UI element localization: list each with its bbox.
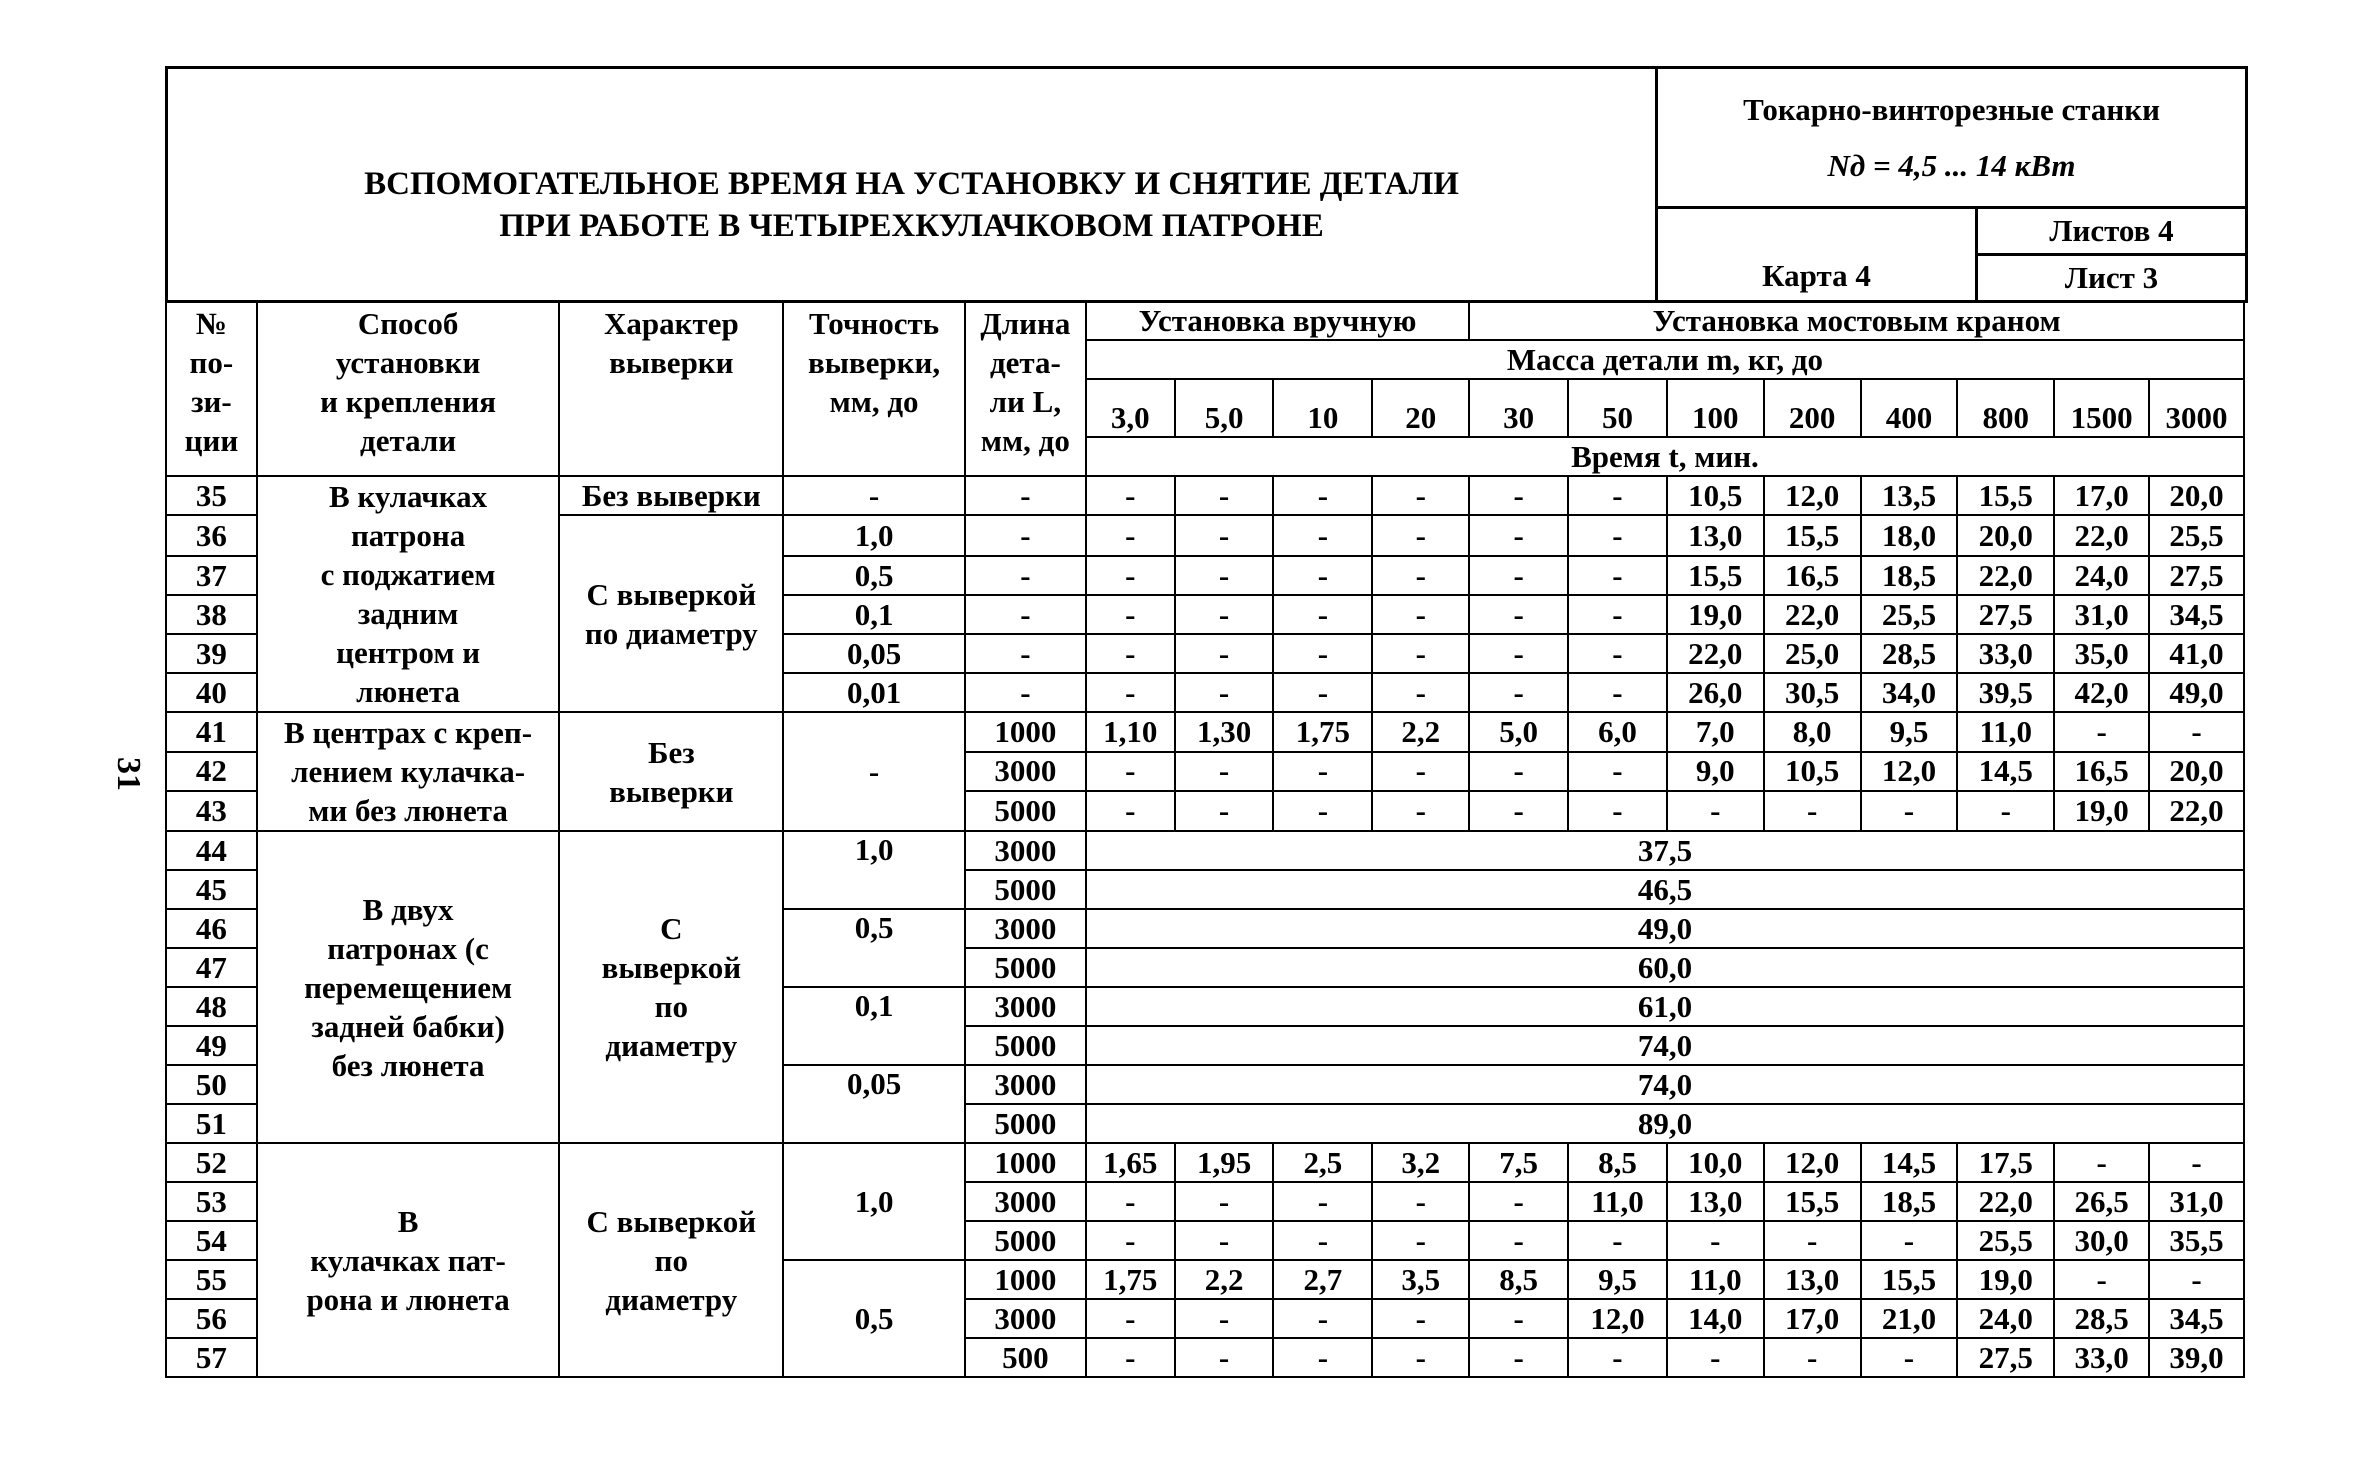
accuracy-cell: 0,1 (783, 595, 965, 634)
mass-header-cell: 50 (1568, 379, 1667, 437)
accuracy-cell: 0,5 (783, 909, 965, 987)
card-title (167, 68, 1657, 302)
time-cell: - (1764, 1338, 1861, 1377)
time-cell: - (1372, 673, 1469, 712)
length-cell: 1000 (965, 1260, 1086, 1299)
time-cell: 18,5 (1861, 556, 1958, 595)
length-cell: 3000 (965, 1299, 1086, 1338)
time-cell: 12,0 (1764, 1143, 1861, 1182)
col-mass: Масса детали m, кг, до (1086, 340, 2244, 379)
time-cell: - (1469, 1299, 1568, 1338)
time-cell: - (1086, 556, 1175, 595)
accuracy-cell: 0,5 (783, 1260, 965, 1377)
time-cell: 21,0 (1861, 1299, 1958, 1338)
time-cell: - (1372, 1338, 1469, 1377)
sheets-total: Листов 4 (1977, 208, 2247, 255)
time-cell: 33,0 (2054, 1338, 2149, 1377)
time-cell: 1,75 (1086, 1260, 1175, 1299)
time-cell: 3,2 (1372, 1143, 1469, 1182)
time-cell: 25,5 (1861, 595, 1958, 634)
time-cell: 18,5 (1861, 1182, 1958, 1221)
time-cell: - (1372, 515, 1469, 556)
table-row (166, 831, 2244, 870)
time-cell: - (2054, 1260, 2149, 1299)
time-cell: - (1086, 1338, 1175, 1377)
time-cell: 17,0 (1764, 1299, 1861, 1338)
card-number: Карта 4 (1657, 208, 1977, 302)
time-cell: 25,0 (1764, 634, 1861, 673)
title-line-2: ПРИ РАБОТЕ В ЧЕТЫРЕХКУЛАЧКОВОМ ПАТРОНЕ (499, 207, 1324, 244)
time-cell: 19,0 (1667, 595, 1764, 634)
position-cell: 55 (166, 1260, 257, 1299)
position-cell: 51 (166, 1104, 257, 1143)
time-cell: - (1469, 1182, 1568, 1221)
time-cell: 17,5 (1957, 1143, 2054, 1182)
check-cell: Без выверки (559, 712, 783, 831)
position-cell: 43 (166, 791, 257, 831)
length-cell: 5000 (965, 1104, 1086, 1143)
time-cell: - (1175, 673, 1274, 712)
length-cell: 1000 (965, 1143, 1086, 1182)
time-cell: - (1861, 1221, 1958, 1260)
time-cell: - (1469, 791, 1568, 831)
time-cell: 30,0 (2054, 1221, 2149, 1260)
mass-header-cell: 3000 (2149, 379, 2244, 437)
time-table (165, 300, 2245, 1378)
mass-header-cell: 10 (1273, 379, 1372, 437)
time-cell: - (1175, 634, 1274, 673)
mass-header-cell: 30 (1469, 379, 1568, 437)
time-cell: 3,5 (1372, 1260, 1469, 1299)
accuracy-cell: 1,0 (783, 1143, 965, 1260)
check-cell: С выверкой по диаметру (559, 831, 783, 1143)
position-cell: 41 (166, 712, 257, 752)
time-cell: - (1568, 595, 1667, 634)
time-cell: 14,5 (1957, 752, 2054, 792)
time-cell: - (1372, 1182, 1469, 1221)
mass-header-cell: 400 (1861, 379, 1958, 437)
time-cell: 15,5 (1861, 1260, 1958, 1299)
time-cell: 22,0 (2054, 515, 2149, 556)
position-cell: 44 (166, 831, 257, 870)
time-cell: 31,0 (2149, 1182, 2244, 1221)
accuracy-cell: - (783, 712, 965, 831)
mass-header-cell: 200 (1764, 379, 1861, 437)
time-cell: - (1086, 634, 1175, 673)
time-cell: 1,75 (1273, 712, 1372, 752)
machine-cell (1657, 68, 2247, 208)
time-cell: 1,10 (1086, 712, 1175, 752)
time-cell: - (1175, 1299, 1274, 1338)
length-cell: 5000 (965, 1026, 1086, 1065)
method-cell: В центрах с креп- лением кулачка- ми без люнета (257, 712, 560, 831)
time-cell: 6,0 (1568, 712, 1667, 752)
time-cell: - (2054, 712, 2149, 752)
time-cell: - (1568, 476, 1667, 515)
time-cell: - (1086, 791, 1175, 831)
length-cell: 5000 (965, 1221, 1086, 1260)
mass-header-cell: 1500 (2054, 379, 2149, 437)
length-cell: - (965, 515, 1086, 556)
time-cell: 15,5 (1667, 556, 1764, 595)
time-cell-merged: 74,0 (1086, 1026, 2244, 1065)
length-cell: 5000 (965, 948, 1086, 987)
time-cell: - (1273, 595, 1372, 634)
table-row (166, 712, 2244, 752)
col-length: Длина дета- ли L, мм, до (965, 301, 1086, 476)
time-cell: 30,5 (1764, 673, 1861, 712)
position-cell: 36 (166, 515, 257, 556)
time-cell: - (1086, 673, 1175, 712)
time-cell: - (1469, 515, 1568, 556)
position-cell: 42 (166, 752, 257, 792)
time-cell: 7,5 (1469, 1143, 1568, 1182)
time-cell: 31,0 (2054, 595, 2149, 634)
time-cell: - (1957, 791, 2054, 831)
time-cell-merged: 89,0 (1086, 1104, 2244, 1143)
page-number: 31 (110, 757, 147, 791)
time-cell: - (1764, 791, 1861, 831)
position-cell: 56 (166, 1299, 257, 1338)
time-cell: - (1175, 476, 1274, 515)
col-method: Способ установки и крепления детали (257, 301, 560, 476)
time-cell: - (1273, 476, 1372, 515)
time-cell: 11,0 (1957, 712, 2054, 752)
col-accuracy: Точность выверки, мм, до (783, 301, 965, 476)
time-cell-merged: 37,5 (1086, 831, 2244, 870)
time-cell: - (1469, 476, 1568, 515)
position-cell: 53 (166, 1182, 257, 1221)
accuracy-cell: 1,0 (783, 515, 965, 556)
time-cell: 13,0 (1667, 515, 1764, 556)
time-cell: 14,0 (1667, 1299, 1764, 1338)
time-cell: 10,0 (1667, 1143, 1764, 1182)
time-cell: - (1568, 791, 1667, 831)
position-cell: 48 (166, 987, 257, 1026)
mass-header-cell: 100 (1667, 379, 1764, 437)
position-cell: 54 (166, 1221, 257, 1260)
time-cell: 42,0 (2054, 673, 2149, 712)
time-cell: 22,0 (1957, 556, 2054, 595)
time-cell: - (1086, 1182, 1175, 1221)
time-cell: 25,5 (1957, 1221, 2054, 1260)
time-cell: - (1175, 1221, 1274, 1260)
time-cell: 27,5 (2149, 556, 2244, 595)
col-manual: Установка вручную (1086, 301, 1469, 340)
time-cell: 24,0 (2054, 556, 2149, 595)
time-cell: - (1372, 595, 1469, 634)
time-cell: 34,5 (2149, 1299, 2244, 1338)
accuracy-cell: 0,01 (783, 673, 965, 712)
accuracy-cell: 1,0 (783, 831, 965, 909)
time-cell: - (1568, 556, 1667, 595)
time-cell: - (1861, 791, 1958, 831)
length-cell: 5000 (965, 870, 1086, 909)
time-cell: 22,0 (1764, 595, 1861, 634)
time-cell: 2,7 (1273, 1260, 1372, 1299)
time-cell: 7,0 (1667, 712, 1764, 752)
length-cell: - (965, 476, 1086, 515)
time-cell: - (2054, 1143, 2149, 1182)
time-cell: 27,5 (1957, 1338, 2054, 1377)
position-cell: 46 (166, 909, 257, 948)
time-cell: 35,0 (2054, 634, 2149, 673)
time-cell: 41,0 (2149, 634, 2244, 673)
time-cell: 20,0 (2149, 476, 2244, 515)
length-cell: - (965, 634, 1086, 673)
time-cell: - (1273, 791, 1372, 831)
time-cell: - (1175, 595, 1274, 634)
time-cell: - (1861, 1338, 1958, 1377)
time-cell: 9,5 (1568, 1260, 1667, 1299)
time-cell: - (1273, 1299, 1372, 1338)
col-time: Время t, мин. (1086, 437, 2244, 476)
time-cell: - (1764, 1221, 1861, 1260)
length-cell: - (965, 595, 1086, 634)
length-cell: 3000 (965, 1065, 1086, 1104)
time-cell: 33,0 (1957, 634, 2054, 673)
length-cell: 500 (965, 1338, 1086, 1377)
col-position: № по- зи- ции (166, 301, 257, 476)
method-cell: В кулачках пат- рона и люнета (257, 1143, 560, 1377)
position-cell: 50 (166, 1065, 257, 1104)
mass-header-cell: 3,0 (1086, 379, 1175, 437)
time-cell: - (1086, 515, 1175, 556)
time-cell: 12,0 (1764, 476, 1861, 515)
time-cell: 22,0 (2149, 791, 2244, 831)
time-cell-merged: 46,5 (1086, 870, 2244, 909)
check-cell: Без выверки (559, 476, 783, 515)
time-cell: 35,5 (2149, 1221, 2244, 1260)
check-cell: С выверкой по диаметру (559, 1143, 783, 1377)
time-cell: 2,2 (1372, 712, 1469, 752)
time-cell: - (1175, 1182, 1274, 1221)
time-cell: 22,0 (1667, 634, 1764, 673)
time-cell: - (1273, 752, 1372, 792)
time-cell: - (1469, 1221, 1568, 1260)
time-cell: 13,0 (1667, 1182, 1764, 1221)
length-cell: - (965, 673, 1086, 712)
time-cell: 27,5 (1957, 595, 2054, 634)
time-cell: 39,0 (2149, 1338, 2244, 1377)
time-cell: 2,2 (1175, 1260, 1274, 1299)
time-cell: - (1086, 752, 1175, 792)
time-cell: 13,5 (1861, 476, 1958, 515)
time-cell: - (2149, 712, 2244, 752)
time-cell: 10,5 (1667, 476, 1764, 515)
time-cell: 26,0 (1667, 673, 1764, 712)
time-cell: - (1568, 673, 1667, 712)
length-cell: 3000 (965, 909, 1086, 948)
length-cell: 3000 (965, 752, 1086, 792)
time-cell: - (1372, 476, 1469, 515)
time-cell: 9,5 (1861, 712, 1958, 752)
time-cell-merged: 61,0 (1086, 987, 2244, 1026)
time-cell: - (1568, 752, 1667, 792)
time-cell: - (1086, 1299, 1175, 1338)
time-cell: 1,30 (1175, 712, 1274, 752)
col-crane: Установка мостовым краном (1469, 301, 2244, 340)
time-cell: 28,5 (1861, 634, 1958, 673)
accuracy-cell: 0,05 (783, 634, 965, 673)
length-cell: 3000 (965, 1182, 1086, 1221)
sheet-number: Лист 3 (1977, 255, 2247, 302)
position-cell: 35 (166, 476, 257, 515)
position-cell: 37 (166, 556, 257, 595)
accuracy-cell: - (783, 476, 965, 515)
time-cell: - (2149, 1143, 2244, 1182)
time-cell: 8,0 (1764, 712, 1861, 752)
time-cell: - (1175, 515, 1274, 556)
time-cell: 49,0 (2149, 673, 2244, 712)
time-cell: 20,0 (1957, 515, 2054, 556)
data-card (165, 66, 2245, 1378)
time-cell-merged: 49,0 (1086, 909, 2244, 948)
length-cell: 5000 (965, 791, 1086, 831)
time-cell: - (2149, 1260, 2244, 1299)
time-cell: - (1469, 556, 1568, 595)
time-cell: 16,5 (1764, 556, 1861, 595)
time-cell: 15,5 (1957, 476, 2054, 515)
time-cell: 19,0 (1957, 1260, 2054, 1299)
method-cell: В кулачках патрона с поджатием задним центром и люнета (257, 476, 560, 712)
mass-header-cell: 20 (1372, 379, 1469, 437)
time-cell: - (1568, 634, 1667, 673)
time-cell: - (1086, 476, 1175, 515)
time-cell: - (1469, 595, 1568, 634)
method-cell: В двух патронах (с перемещением задней бабки) без люнета (257, 831, 560, 1143)
time-cell: - (1568, 1221, 1667, 1260)
time-cell: 24,0 (1957, 1299, 2054, 1338)
time-cell: - (1175, 791, 1274, 831)
position-cell: 47 (166, 948, 257, 987)
time-cell: 9,0 (1667, 752, 1764, 792)
time-cell: 11,0 (1568, 1182, 1667, 1221)
time-cell: - (1273, 556, 1372, 595)
time-cell: - (1568, 515, 1667, 556)
time-cell: - (1273, 1221, 1372, 1260)
time-cell: 15,5 (1764, 1182, 1861, 1221)
time-cell: 16,5 (2054, 752, 2149, 792)
position-cell: 49 (166, 1026, 257, 1065)
time-cell: 1,95 (1175, 1143, 1274, 1182)
time-cell: - (1372, 791, 1469, 831)
time-cell: - (1568, 1338, 1667, 1377)
table-row (166, 1143, 2244, 1182)
time-cell: 14,5 (1861, 1143, 1958, 1182)
time-cell: - (1469, 1338, 1568, 1377)
time-cell-merged: 74,0 (1086, 1065, 2244, 1104)
length-cell: 3000 (965, 987, 1086, 1026)
time-cell: - (1086, 595, 1175, 634)
time-cell: - (1469, 673, 1568, 712)
time-cell: - (1667, 1221, 1764, 1260)
time-cell: 26,5 (2054, 1182, 2149, 1221)
time-cell: 8,5 (1469, 1260, 1568, 1299)
position-cell: 57 (166, 1338, 257, 1377)
time-cell: 20,0 (2149, 752, 2244, 792)
time-cell: - (1469, 634, 1568, 673)
time-cell-merged: 60,0 (1086, 948, 2244, 987)
time-cell: - (1469, 752, 1568, 792)
time-cell: 8,5 (1568, 1143, 1667, 1182)
time-cell: 17,0 (2054, 476, 2149, 515)
check-cell: С выверкой по диаметру (559, 515, 783, 712)
accuracy-cell: 0,5 (783, 556, 965, 595)
position-cell: 38 (166, 595, 257, 634)
time-cell: - (1372, 1299, 1469, 1338)
time-cell: 25,5 (2149, 515, 2244, 556)
length-cell: - (965, 556, 1086, 595)
time-cell: 34,0 (1861, 673, 1958, 712)
time-cell: - (1372, 752, 1469, 792)
machine-type: Токарно-винторезные станки (1743, 91, 2160, 127)
time-cell: - (1273, 634, 1372, 673)
time-cell: - (1175, 1338, 1274, 1377)
time-cell: - (1273, 673, 1372, 712)
length-cell: 3000 (965, 831, 1086, 870)
position-cell: 45 (166, 870, 257, 909)
time-cell: 39,5 (1957, 673, 2054, 712)
power-range: Nд = 4,5 ... 14 кВт (1827, 147, 2076, 183)
time-cell: - (1175, 752, 1274, 792)
time-cell: 28,5 (2054, 1299, 2149, 1338)
accuracy-cell: 0,05 (783, 1065, 965, 1143)
time-cell: 12,0 (1568, 1299, 1667, 1338)
table-row (166, 476, 2244, 515)
time-cell: 18,0 (1861, 515, 1958, 556)
time-cell: - (1273, 515, 1372, 556)
col-check: Характер выверки (559, 301, 783, 476)
card-header (165, 66, 2248, 303)
time-cell: 15,5 (1764, 515, 1861, 556)
accuracy-cell: 0,1 (783, 987, 965, 1065)
time-cell: 12,0 (1861, 752, 1958, 792)
time-cell: 22,0 (1957, 1182, 2054, 1221)
time-cell: - (1372, 634, 1469, 673)
position-cell: 52 (166, 1143, 257, 1182)
time-cell: - (1667, 1338, 1764, 1377)
time-cell: 13,0 (1764, 1260, 1861, 1299)
time-cell: - (1372, 556, 1469, 595)
time-cell: 19,0 (2054, 791, 2149, 831)
position-cell: 40 (166, 673, 257, 712)
time-cell: - (1667, 791, 1764, 831)
time-cell: - (1086, 1221, 1175, 1260)
time-cell: 10,5 (1764, 752, 1861, 792)
position-cell: 39 (166, 634, 257, 673)
time-cell: - (1372, 1221, 1469, 1260)
time-cell: 34,5 (2149, 595, 2244, 634)
mass-header-cell: 5,0 (1175, 379, 1274, 437)
time-cell: - (1273, 1182, 1372, 1221)
time-cell: - (1175, 556, 1274, 595)
mass-header-cell: 800 (1957, 379, 2054, 437)
time-cell: 5,0 (1469, 712, 1568, 752)
time-cell: 1,65 (1086, 1143, 1175, 1182)
title-line-1: ВСПОМОГАТЕЛЬНОЕ ВРЕМЯ НА УСТАНОВКУ И СНЯТИЕ ДЕТАЛИ (364, 165, 1459, 202)
time-cell: 11,0 (1667, 1260, 1764, 1299)
time-cell: - (1273, 1338, 1372, 1377)
time-cell: 2,5 (1273, 1143, 1372, 1182)
length-cell: 1000 (965, 712, 1086, 752)
